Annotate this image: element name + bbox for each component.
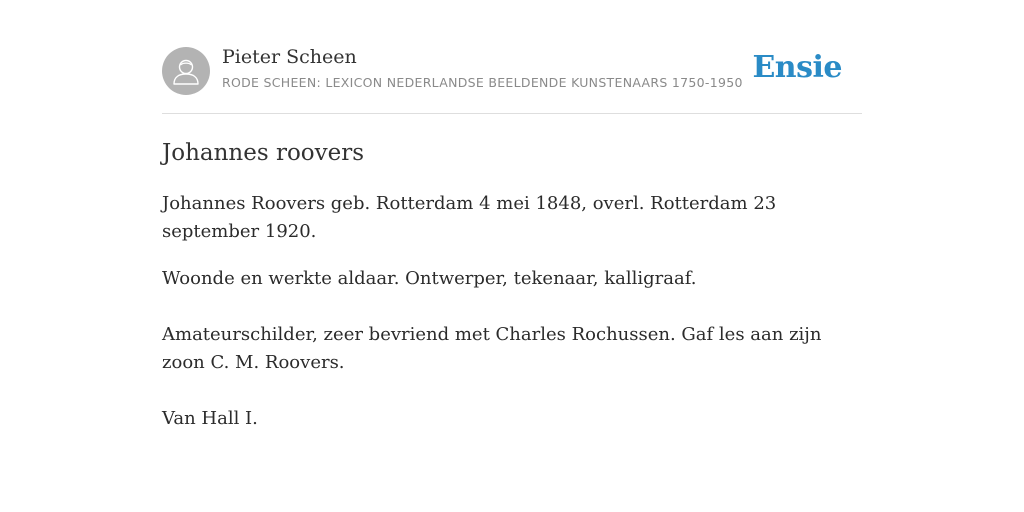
- avatar[interactable]: [162, 47, 210, 95]
- article-paragraph: Van Hall I.: [162, 408, 258, 429]
- ensie-logo[interactable]: Ensie: [752, 50, 842, 85]
- article-paragraph: Woonde en werkte aldaar. Ontwerper, tekenaar, kalligraaf.: [162, 268, 697, 289]
- page-title: Johannes roovers: [162, 140, 365, 166]
- source-label[interactable]: RODE SCHEEN: LEXICON NEDERLANDSE BEELDENDE KUNSTENAARS 1750-1950: [222, 75, 743, 90]
- user-silhouette-icon: [162, 47, 210, 95]
- article-paragraph: Amateurschilder, zeer bevriend met Charles Rochussen. Gaf les aan zijn zoon C. M. Roovers.: [162, 324, 822, 373]
- article-header: [162, 44, 862, 114]
- article-paragraph: Johannes Roovers geb. Rotterdam 4 mei 1848, overl. Rotterdam 23 september 1920.: [162, 193, 777, 242]
- article-card: [162, 44, 862, 433]
- author-name[interactable]: Pieter Scheen: [222, 46, 357, 68]
